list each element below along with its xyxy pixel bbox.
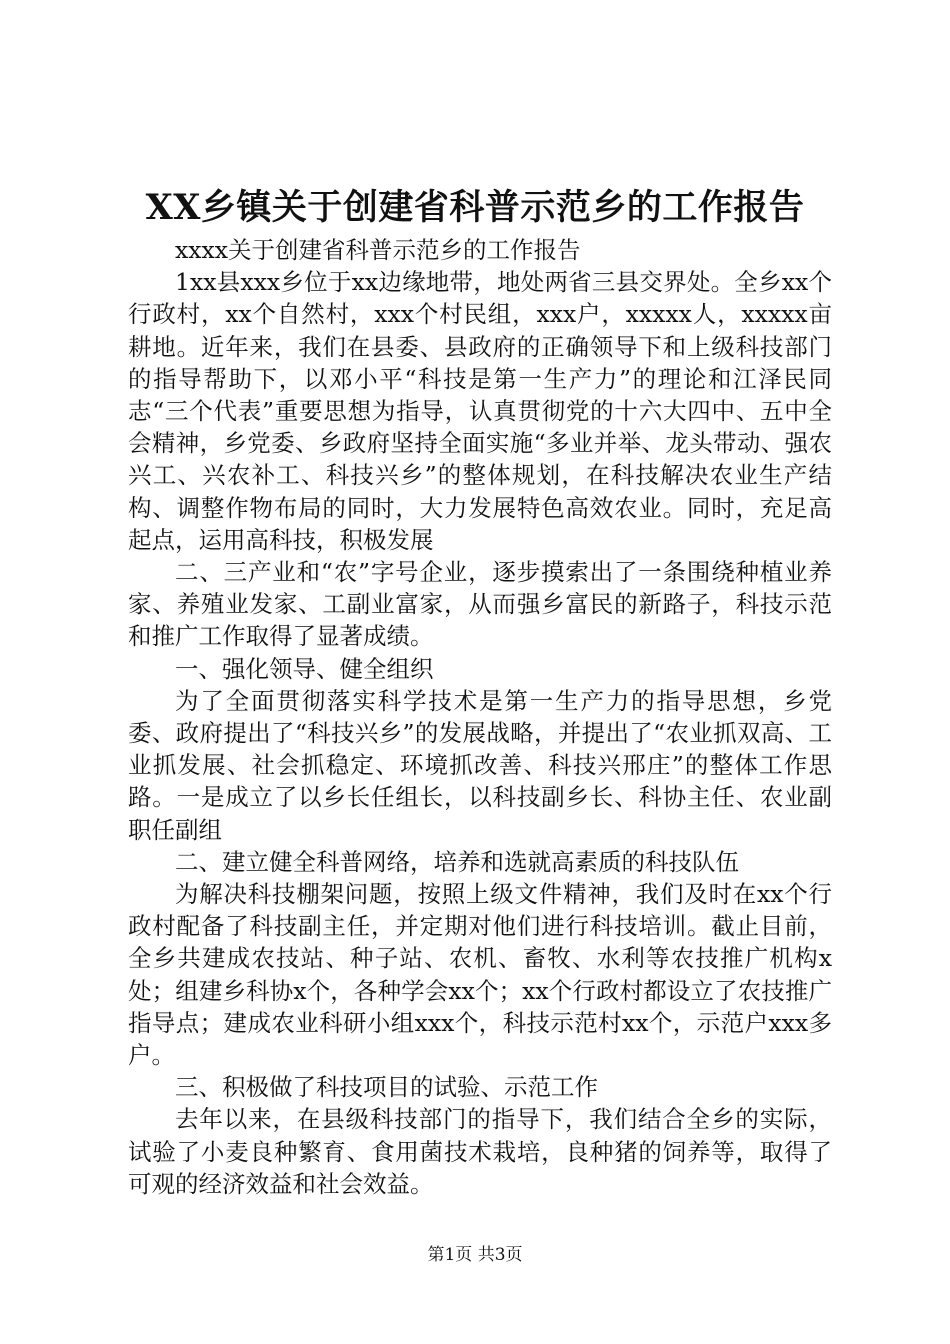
paragraph-overview: 1xx县xxx乡位于xx边缘地带，地处两省三县交界处。全乡xx个行政村，xx个自然村，xxx个村民组，xxx户，xxxxx人，xxxxx亩耕地。近年来，我们在县委、县政府的正确领导下和上级科技部门的指导帮助下，以邓小平“科技是第一生产力”的理论和江泽民同志“三个代表”重要思想为指导，认真贯彻党的十六大四中、五中全会精神，乡党委、乡政府坚持全面实施“多业并举、龙头带动、强农兴工、兴农补工、科技兴乡”的整体规划，在科技解决农业生产结构、调整作物布局的同时，大力发展特色高效农业。同时，充足高起点，运用高科技，积极发展 [128, 268, 832, 554]
paragraph-section-2: 为解决科技棚架问题，按照上级文件精神，我们及时在xx个行政村配备了科技副主任，并定期对他们进行科技培训。截止目前，全乡共建成农技站、种子站、农机、畜牧、水利等农技推广机构x处；组建乡科协x个，各种学会xx个；xx个行政村都设立了农技推广指导点；建成农业科研小组xxx个，科技示范村xx个，示范户xxx多户。 [128, 880, 832, 1070]
document-body [128, 234, 832, 1200]
paragraph-section-3: 去年以来，在县级科技部门的指导下，我们结合全乡的实际，试验了小麦良种繁育、食用菌技术栽培，良种猪的饲养等，取得了可观的经济效益和社会效益。 [128, 1105, 832, 1198]
paragraph-subtitle: xxxx关于创建省科普示范乡的工作报告 [175, 236, 581, 264]
paragraph-section-1: 为了全面贯彻落实科学技术是第一生产力的指导思想，乡党委、政府提出了“科技兴乡”的发展战略，并提出了“农业抓双高、工业抓发展、社会抓稳定、环境抓改善、科技兴邢庄”的整体工作思路。一是成立了以乡长任组长，以科技副乡长、科协主任、农业副职任副组 [128, 686, 832, 844]
section-heading-1: 一、强化领导、健全组织 [175, 654, 434, 683]
section-heading-3: 三、积极做了科技项目的试验、示范工作 [175, 1073, 598, 1102]
paragraph-continued: 二、三产业和“农”字号企业，逐步摸索出了一条围绕种植业养家、养殖业发家、工副业富家，从而强乡富民的新路子，科技示范和推广工作取得了显著成绩。 [128, 558, 832, 651]
section-heading-2: 二、建立健全科普网络，培养和选就高素质的科技队伍 [175, 847, 739, 876]
page-number-footer: 第1页 共3页 [427, 1245, 523, 1265]
document-title: XX乡镇关于创建省科普示范乡的工作报告 [145, 187, 805, 228]
